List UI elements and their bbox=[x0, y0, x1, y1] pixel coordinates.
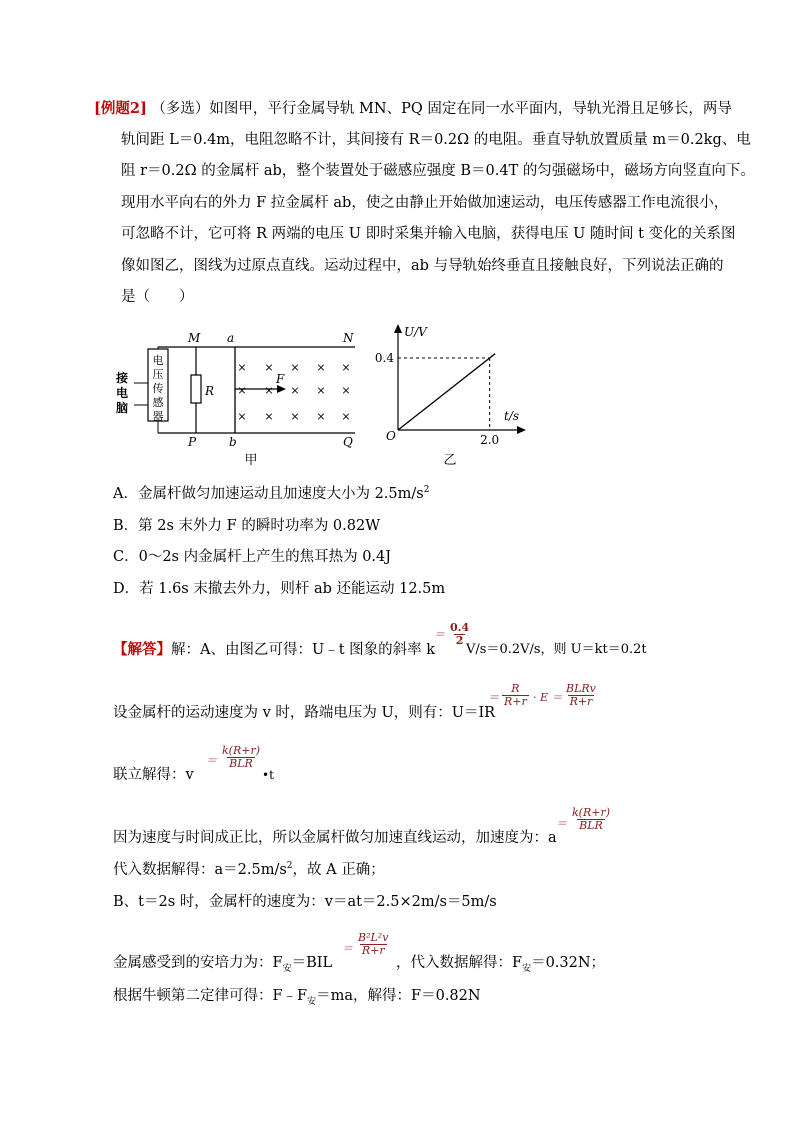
problem-text-1: （多选）如图甲，平行金属导轨 MN、PQ 固定在同一水平面内，导轨光滑且足够长，两导 bbox=[151, 101, 732, 117]
sol-l8-text: 根据牛顿第二定律可得：F﹣F bbox=[113, 988, 308, 1004]
sol-l4-den: BLR bbox=[579, 819, 603, 832]
sol-l2-f1-num: R bbox=[511, 682, 520, 695]
problem-line-7: 是（ ） bbox=[121, 289, 194, 305]
svg-text:×: × bbox=[341, 361, 351, 374]
label-M: M bbox=[188, 331, 201, 345]
svg-text:×: × bbox=[237, 361, 247, 374]
svg-text:×: × bbox=[264, 361, 274, 374]
svg-text:×: × bbox=[341, 410, 351, 423]
sol-l4-eq: ＝ bbox=[556, 817, 567, 830]
sol-l2-eq1: ＝ bbox=[488, 691, 499, 704]
problem-line-3: 阻 r＝0.2Ω 的金属杆 ab，整个装置处于磁感应强度 B＝0.4T 的匀强磁场中，磁场方向竖直向下。 bbox=[121, 163, 755, 179]
problem-line-4: 现用水平向右的外力 F 拉金属杆 ab，使之由静止开始做加速运动，电压传感器工作电流很小， bbox=[121, 195, 729, 211]
sol-l3-den: BLR bbox=[229, 757, 253, 770]
sol-l7-frac bbox=[356, 932, 390, 957]
sol-l1-num: 0.4 bbox=[450, 621, 470, 634]
svg-text:×: × bbox=[316, 361, 326, 374]
problem-line-1 bbox=[94, 99, 732, 119]
svg-text:×: × bbox=[290, 361, 300, 374]
sol-l7-sub: 安 bbox=[282, 963, 292, 974]
problem-tag: [例题2] bbox=[94, 100, 147, 117]
solution-line-1-tail: V/s＝0.2V/s，则 U＝kt＝0.2t bbox=[466, 642, 647, 657]
option-a-text: A．金属杆做匀加速运动且加速度大小为 2.5m/s bbox=[113, 486, 424, 502]
series-line-u-t bbox=[398, 354, 495, 430]
label-b: b bbox=[229, 435, 237, 449]
sol-l8-tail: ＝ma，解得：F＝0.82N bbox=[316, 988, 481, 1004]
svg-text:×: × bbox=[290, 410, 300, 423]
y-axis-label: U/V bbox=[404, 325, 427, 339]
label-a: a bbox=[227, 331, 235, 345]
svg-text:×: × bbox=[264, 410, 274, 423]
magnetic-field-marks bbox=[237, 361, 350, 423]
option-b: B．第 2s 末外力 F 的瞬时功率为 0.82W bbox=[113, 518, 381, 534]
sol-l7-den: R+r bbox=[361, 944, 385, 957]
problem-line-2: 轨间距 L＝0.4m，电阻忽略不计，其间接有 R＝0.2Ω 的电阻。垂直导轨放置质量 m＝0.2kg、电 bbox=[121, 132, 751, 148]
solution-l1-text: 解：A、由图乙可得：U﹣t 图象的斜率 k bbox=[171, 642, 436, 658]
computer-label-3: 脑 bbox=[115, 401, 129, 415]
sol-l7-mid: ＝BIL bbox=[291, 955, 333, 971]
sol-l7-sub2: 安 bbox=[522, 963, 532, 974]
option-d: D．若 1.6s 末撤去外力，则杆 ab 还能运动 12.5m bbox=[113, 581, 446, 597]
label-Q: Q bbox=[343, 435, 353, 449]
resistor bbox=[191, 375, 201, 403]
svg-text:压: 压 bbox=[152, 368, 164, 381]
solution-line-3-tail: •t bbox=[262, 768, 274, 782]
sol-l2-f1-den: R+r bbox=[504, 695, 527, 708]
sol-l8-sub: 安 bbox=[307, 996, 317, 1007]
sol-l4-num: k(R+r) bbox=[572, 806, 611, 819]
option-a-sup: 2 bbox=[423, 485, 430, 496]
force-arrow-head-icon bbox=[277, 385, 286, 393]
svg-text:电: 电 bbox=[152, 354, 164, 367]
force-label: F bbox=[276, 372, 285, 386]
svg-text:器: 器 bbox=[152, 410, 164, 423]
sol-l5-text: 代入数据解得：a＝2.5m/s bbox=[113, 862, 287, 878]
computer-label: 接 bbox=[115, 371, 129, 385]
solution-tag: 【解答】 bbox=[113, 641, 171, 658]
x-tick-label: 2.0 bbox=[480, 433, 500, 447]
sol-l2-frac1 bbox=[502, 683, 529, 708]
figure-circuit bbox=[110, 325, 365, 470]
sol-l1-den: 2 bbox=[455, 634, 464, 647]
sol-l4-frac bbox=[570, 807, 612, 832]
solution-line-1 bbox=[113, 640, 435, 660]
option-c: C．0～2s 内金属杆上产生的焦耳热为 0.4J bbox=[113, 549, 392, 565]
label-P: P bbox=[188, 435, 197, 449]
problem-line-5: 可忽略不计，它可将 R 两端的电压 U 即时采集并输入电脑，获得电压 U 随时间 t 变化的关系图 bbox=[121, 226, 736, 242]
solution-line-6: B、t＝2s 时，金属杆的速度为：v＝at＝2.5×2m/s＝5m/s bbox=[113, 894, 497, 910]
sol-l7-num: B²L²v bbox=[358, 931, 389, 944]
sol-l3-num: k(R+r) bbox=[222, 744, 261, 757]
sol-l7-eq: ＝ bbox=[342, 942, 353, 955]
sol-l3-eq: ＝ bbox=[206, 754, 217, 767]
solution-line-5 bbox=[113, 860, 385, 880]
sol-l5-sup: 2 bbox=[286, 861, 293, 872]
svg-text:×: × bbox=[290, 384, 300, 397]
svg-text:×: × bbox=[316, 384, 326, 397]
sol-l2-f2-num: BLRv bbox=[566, 682, 596, 695]
label-N: N bbox=[343, 331, 354, 345]
solution-line-8 bbox=[113, 986, 481, 1006]
sol-l2-mid: · E ＝ bbox=[533, 691, 563, 704]
origin-label: O bbox=[386, 429, 396, 443]
figure-ut-graph bbox=[372, 318, 532, 470]
caption-yi: 乙 bbox=[443, 453, 457, 468]
sol-l5-tail: ，故 A 正确； bbox=[292, 862, 385, 878]
solution-line-7 bbox=[113, 953, 332, 973]
sol-l7-tail: ，代入数据解得：F bbox=[396, 955, 523, 971]
svg-text:×: × bbox=[316, 410, 326, 423]
option-a bbox=[113, 484, 429, 504]
caption-jia: 甲 bbox=[244, 453, 258, 468]
svg-text:×: × bbox=[341, 384, 351, 397]
svg-text:感: 感 bbox=[152, 396, 164, 409]
svg-text:×: × bbox=[237, 410, 247, 423]
sol-l2-f2-den: R+r bbox=[569, 695, 593, 708]
sol-l1-eq: ＝ bbox=[434, 628, 445, 641]
sol-l2-frac2 bbox=[564, 683, 598, 708]
svg-text:传: 传 bbox=[152, 382, 164, 395]
solution-line-4: 因为速度与时间成正比，所以金属杆做匀加速直线运动，加速度为：a bbox=[113, 830, 557, 846]
svg-text:×: × bbox=[264, 384, 274, 397]
svg-text:×: × bbox=[237, 384, 247, 397]
problem-line-6: 像如图乙，图线为过原点直线。运动过程中，ab 与导轨始终垂直且接触良好，下列说法正确的 bbox=[121, 258, 724, 274]
solution-line-3: 联立解得：v bbox=[113, 767, 194, 783]
sol-l3-frac bbox=[220, 745, 262, 770]
voltage-sensor-label bbox=[153, 353, 164, 423]
solution-line-7-tail bbox=[396, 953, 605, 973]
x-axis-label: t/s bbox=[504, 409, 520, 423]
resistor-label: R bbox=[205, 384, 215, 398]
y-tick-label: 0.4 bbox=[374, 351, 394, 365]
y-axis-arrow-icon bbox=[394, 324, 402, 333]
computer-label-2: 电 bbox=[115, 386, 129, 400]
sol-l7-text: 金属感受到的安培力为：F bbox=[113, 955, 283, 971]
solution-line-2: 设金属杆的运动速度为 v 时，路端电压为 U，则有：U＝IR bbox=[113, 705, 496, 721]
sol-l7-tail2: ＝0.32N； bbox=[531, 955, 606, 971]
x-axis-arrow-icon bbox=[517, 426, 526, 434]
